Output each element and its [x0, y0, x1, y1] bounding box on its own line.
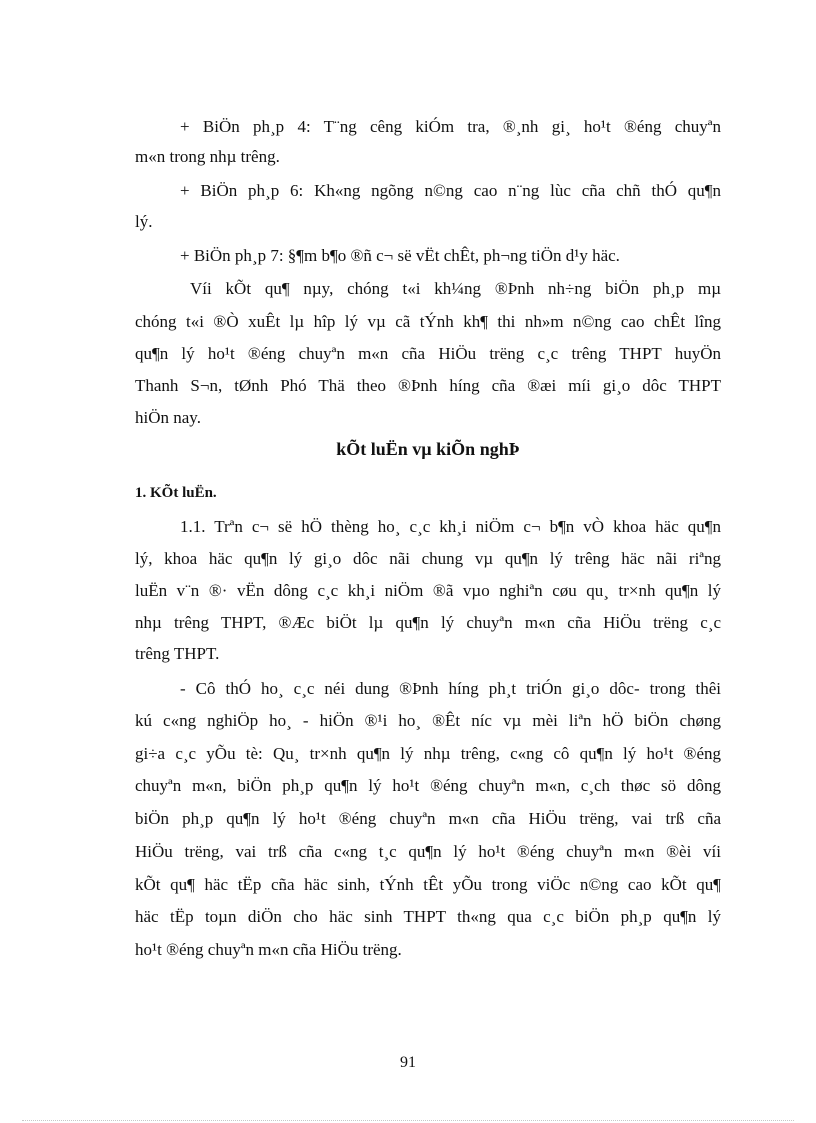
page-number: 91 — [400, 1054, 416, 1071]
text-line: + BiÖn ph¸p 6: Kh«ng ngõng n©ng cao n¨ng lùc cña chñ thÓ qu¶n — [180, 181, 721, 200]
text-line: 1.1. Trªn c¬ së hÖ thèng ho¸ c¸c kh¸i niÖm c¬ b¶n vÒ khoa häc qu¶n — [180, 517, 721, 536]
text-line: Víi kÕt qu¶ nµy, chóng t«i kh¼ng ®Þnh nh÷ng biÖn ph¸p mµ — [190, 279, 721, 298]
text-line: hiÖn nay. — [135, 408, 201, 427]
text-line: HiÖu trëng, vai trß cña c«ng t¸c qu¶n lý ho¹t ®éng chuyªn m«n ®èi víi — [135, 842, 721, 861]
text-line: gi÷a c¸c yÕu tè: Qu¸ tr×nh qu¶n lý nhµ trêng, c«ng cô qu¶n lý ho¹t ®éng — [135, 744, 721, 763]
text-line: biÖn ph¸p qu¶n lý ho¹t ®éng chuyªn m«n cña HiÖu trëng, vai trß cña — [135, 809, 721, 828]
page-bottom-border — [22, 1120, 794, 1121]
text-line: Thanh S¬n, tØnh Phó Thä theo ®Þnh híng cña ®æi míi gi¸o dôc THPT — [135, 376, 721, 395]
subsection-heading: 1. KÕt luËn. — [135, 485, 217, 501]
text-line: lý, khoa häc qu¶n lý gi¸o dôc nãi chung vµ qu¶n lý trêng häc nãi riªng — [135, 549, 721, 568]
text-line: qu¶n lý ho¹t ®éng chuyªn m«n cña HiÖu trëng c¸c trêng THPT huyÖn — [135, 344, 721, 363]
text-line: chóng t«i ®Ò xuÊt lµ hîp lý vµ cã tÝnh kh¶ thi nh»m n©ng cao chÊt lîng — [135, 312, 721, 331]
text-line: + BiÖn ph¸p 7: §¶m b¶o ®ñ c¬ së vËt chÊt, ph¬ng tiÖn d¹y häc. — [180, 246, 620, 265]
text-line: nhµ trêng THPT, ®Æc biÖt lµ qu¶n lý chuyªn m«n cña HiÖu trëng c¸c — [135, 613, 721, 632]
text-line: lý. — [135, 212, 153, 231]
text-line: m«n trong nhµ trêng. — [135, 147, 280, 166]
text-line: häc tËp toµn diÖn cho häc sinh THPT th«ng qua c¸c biÖn ph¸p qu¶n lý — [135, 907, 721, 926]
text-line: ho¹t ®éng chuyªn m«n cña HiÖu trëng. — [135, 940, 402, 959]
text-line: chuyªn m«n, biÖn ph¸p qu¶n lý ho¹t ®éng chuyªn m«n, c¸ch thøc sö dông — [135, 776, 721, 795]
text-line: luËn v¨n ®· vËn dông c¸c kh¸i niÖm ®ã vµo nghiªn cøu qu¸ tr×nh qu¶n lý — [135, 581, 721, 600]
text-line: - Cô thÓ ho¸ c¸c néi dung ®Þnh híng ph¸t triÓn gi¸o dôc- trong thêi — [180, 679, 721, 698]
text-line: + BiÖn ph¸p 4: T¨ng cêng kiÓm tra, ®¸nh gi¸ ho¹t ®éng chuyªn — [180, 117, 721, 136]
section-title: kÕt luËn vµ kiÕn nghÞ — [336, 439, 520, 459]
text-line: kú c«ng nghiÖp ho¸ - hiÖn ®¹i ho¸ ®Êt níc vµ mèi liªn hÖ biÖn chøng — [135, 711, 721, 730]
text-line: kÕt qu¶ häc tËp cña häc sinh, tÝnh tÊt yÕu trong viÖc n©ng cao kÕt qu¶ — [135, 875, 721, 894]
text-line: trêng THPT. — [135, 644, 220, 663]
